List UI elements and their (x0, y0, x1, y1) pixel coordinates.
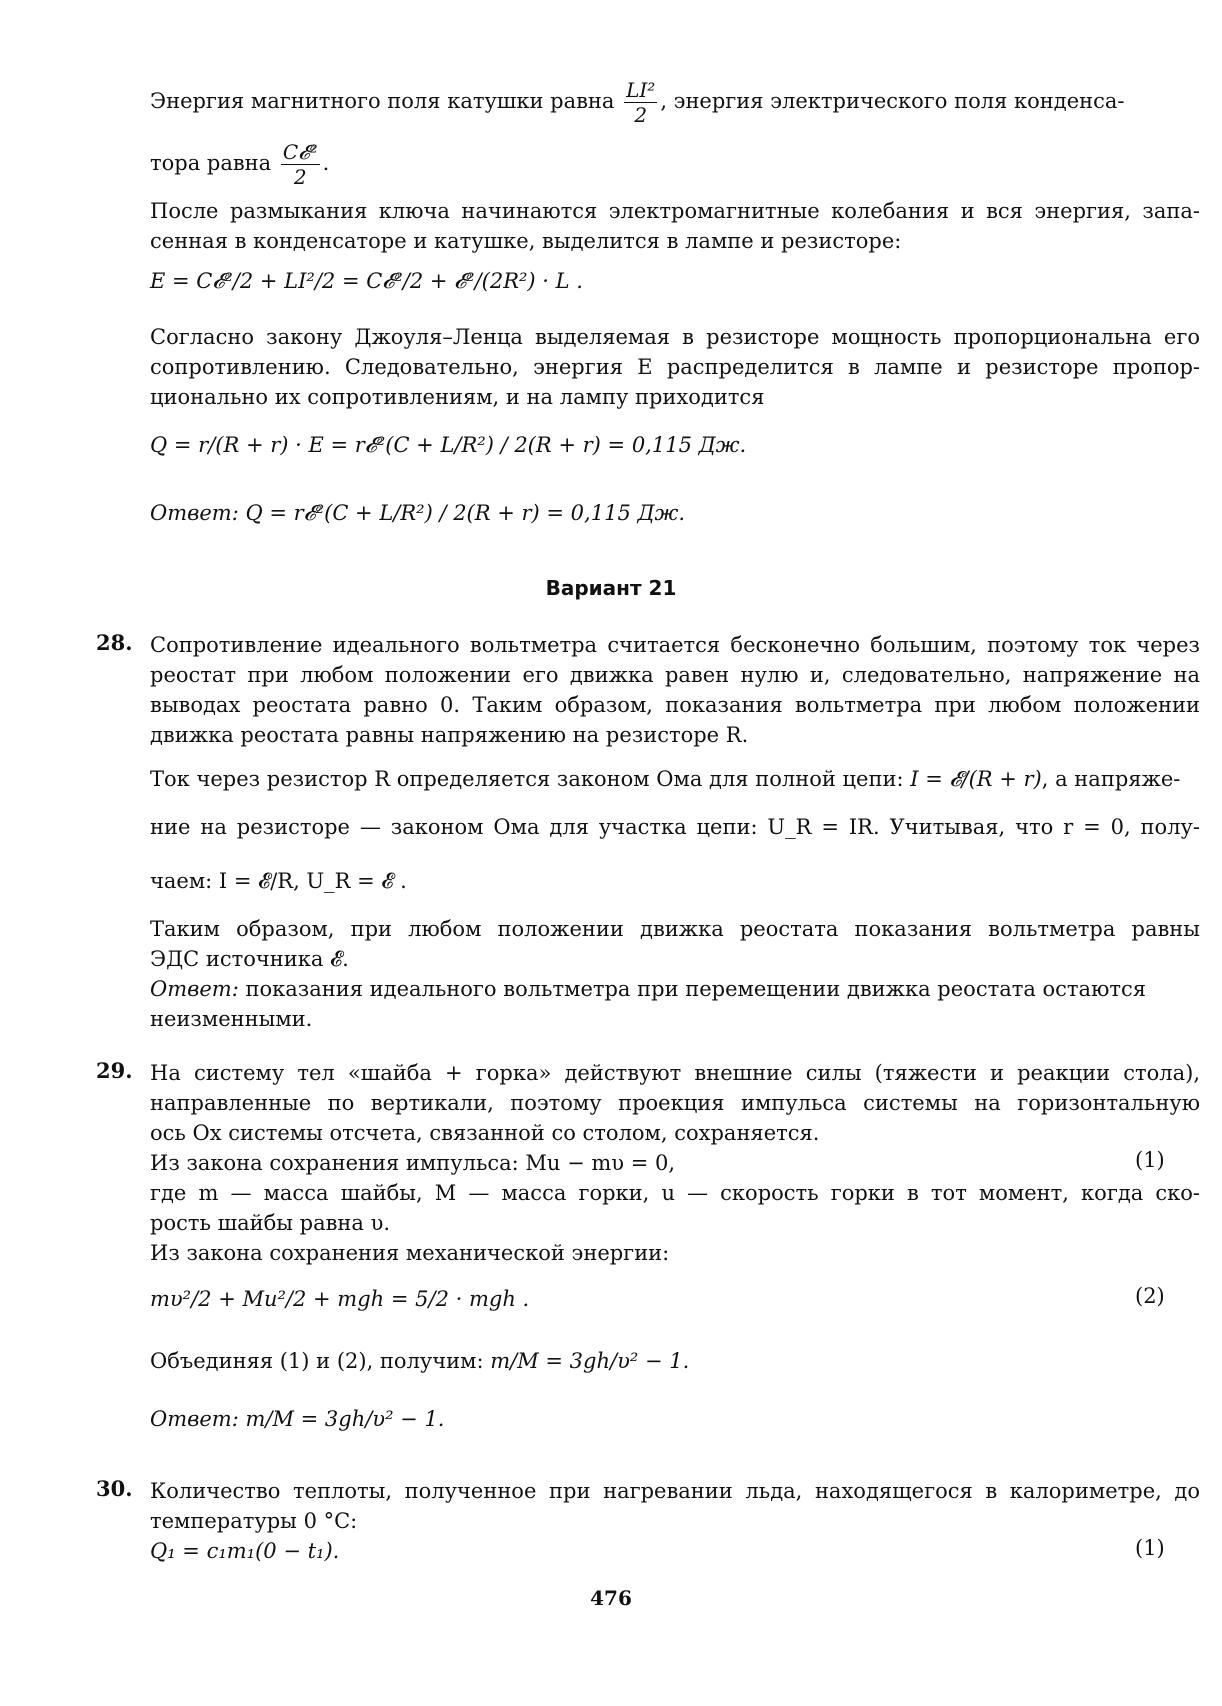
answer-formula: m/M = 3gh/υ² − 1. (245, 1407, 445, 1431)
p28-line-2: реостат при любом положении его движка равен нулю и, следовательно, напряжение на (150, 663, 1200, 687)
p28-answer-line-2: неизменными. (150, 1007, 313, 1031)
equation-energy-total: E = C𝓔²/2 + LI²/2 = C𝓔²/2 + 𝓔²/(2R²) · L . (150, 269, 583, 293)
intro-line-3: После размыкания ключа начинаются электромагнитные колебания и вся энергия, запа- (150, 199, 1200, 223)
p29-line-6: рость шайбы равна υ. (150, 1211, 391, 1235)
p29-line-8 (150, 1346, 1200, 1376)
p29-line-7: Из закона сохранения механической энергии: (150, 1241, 670, 1265)
text-segment: Объединяя (1) и (2), получим: (150, 1349, 484, 1373)
intro-line-2: тора равна $\frac{\text{C𝓔²}}{2}$ . (150, 140, 330, 189)
intro-line-1 (150, 78, 1200, 127)
equation-Q1: Q₁ = c₁m₁(0 − t₁). (150, 1539, 340, 1563)
p28-line-4: движка реостата равны напряжению на резисторе R. (150, 723, 749, 747)
equation-number-1: (1) (1135, 1148, 1165, 1172)
answer-label: Ответ: (150, 501, 239, 525)
answer-formula: Q = r𝓔²(C + L/R²) / 2(R + r) = 0,115 Дж. (245, 501, 686, 525)
problem-number-30: 30. (96, 1476, 133, 1501)
answer-text: показания идеального вольтметра при перемещении движка реостата остаются (245, 977, 1146, 1001)
p28-line-7: чаем: I = 𝓔/R, U_R = 𝓔 . (150, 869, 407, 893)
p28-line-9: ЭДС источника 𝓔. (150, 947, 349, 971)
equation-energy-conservation: mυ²/2 + Mu²/2 + mgh = 5/2 · mgh . (150, 1287, 530, 1311)
p28-answer-line-1 (150, 974, 1200, 1004)
answer-label: Ответ: (150, 977, 239, 1001)
equation-number-2: (2) (1135, 1284, 1165, 1308)
fraction-CE2-over-2: $\frac{\text{C𝓔²}}{2}$ (282, 140, 318, 189)
p29-line-5: где m — масса шайбы, M — масса горки, u — скорость горки в тот момент, когда ско- (150, 1181, 1200, 1205)
variant-heading: Вариант 21 (545, 576, 677, 600)
problem-number-28: 28. (96, 630, 133, 655)
equation-number-1-p30: (1) (1135, 1536, 1165, 1560)
intro-line-5: Согласно закону Джоуля–Ленца выделяемая в резисторе мощность пропорциональна его (150, 325, 1200, 349)
p28-line-6: ние на резисторе — законом Ома для участка цепи: U_R = IR. Учитывая, что r = 0, полу- (150, 815, 1200, 839)
answer-label: Ответ: (150, 1407, 239, 1431)
text-segment: Энергия магнитного поля катушки равна (150, 89, 615, 113)
p28-line-1: Сопротивление идеального вольтметра считается бесконечно большим, поэтому ток через (150, 633, 1200, 657)
p29-line-2: направленные по вертикали, поэтому проекция импульса системы на горизонтальную (150, 1091, 1200, 1115)
p28-line-5 (150, 764, 1200, 794)
p29-line-4: Из закона сохранения импульса: Mu − mυ = 0, (150, 1151, 676, 1175)
p29-answer (150, 1404, 1200, 1434)
text-segment: , а напряже- (1041, 767, 1181, 791)
intro-line-4: сенная в конденсаторе и катушке, выделится в лампе и резисторе: (150, 229, 902, 253)
answer-intro (150, 498, 1200, 528)
p29-line-1: На систему тел «шайба + горка» действуют внешние силы (тяжести и реакции стола), (150, 1061, 1200, 1085)
intro-line-6: сопротивлению. Следовательно, энергия E распределится в лампе и резисторе пропор- (150, 355, 1200, 379)
page-number: 476 (590, 1586, 632, 1610)
p28-line-3: выводах реостата равно 0. Таким образом, показания вольтметра при любом положении (150, 693, 1200, 717)
p30-line-2: температуры 0 °С: (150, 1509, 358, 1533)
text-segment: тора равна (150, 151, 272, 175)
p30-line-1: Количество теплоты, полученное при нагревании льда, находящегося в калориметре, до (150, 1479, 1200, 1503)
p28-line-8: Таким образом, при любом положении движка реостата показания вольтметра равны (150, 917, 1200, 941)
intro-line-7: ционально их сопротивлениям, и на лампу приходится (150, 385, 765, 409)
fraction-LI2-over-2: $\frac{\text{LI²}}{2}$ (626, 78, 656, 127)
text-segment: , энергия электрического поля конденса- (660, 89, 1125, 113)
formula-mass-ratio: m/M = 3gh/υ² − 1. (490, 1349, 690, 1373)
text-segment: Ток через резистор R определяется законом Ома для полной цепи: (150, 767, 904, 791)
equation-Q-lamp: Q = r/(R + r) · E = r𝓔²(C + L/R²) / 2(R + r) = 0,115 Дж. (150, 433, 747, 457)
formula-ohm-full-circuit: I = 𝓔/(R + r) (910, 767, 1042, 791)
problem-number-29: 29. (96, 1058, 133, 1083)
p29-line-3: ось Ox системы отсчета, связанной со столом, сохраняется. (150, 1121, 820, 1145)
